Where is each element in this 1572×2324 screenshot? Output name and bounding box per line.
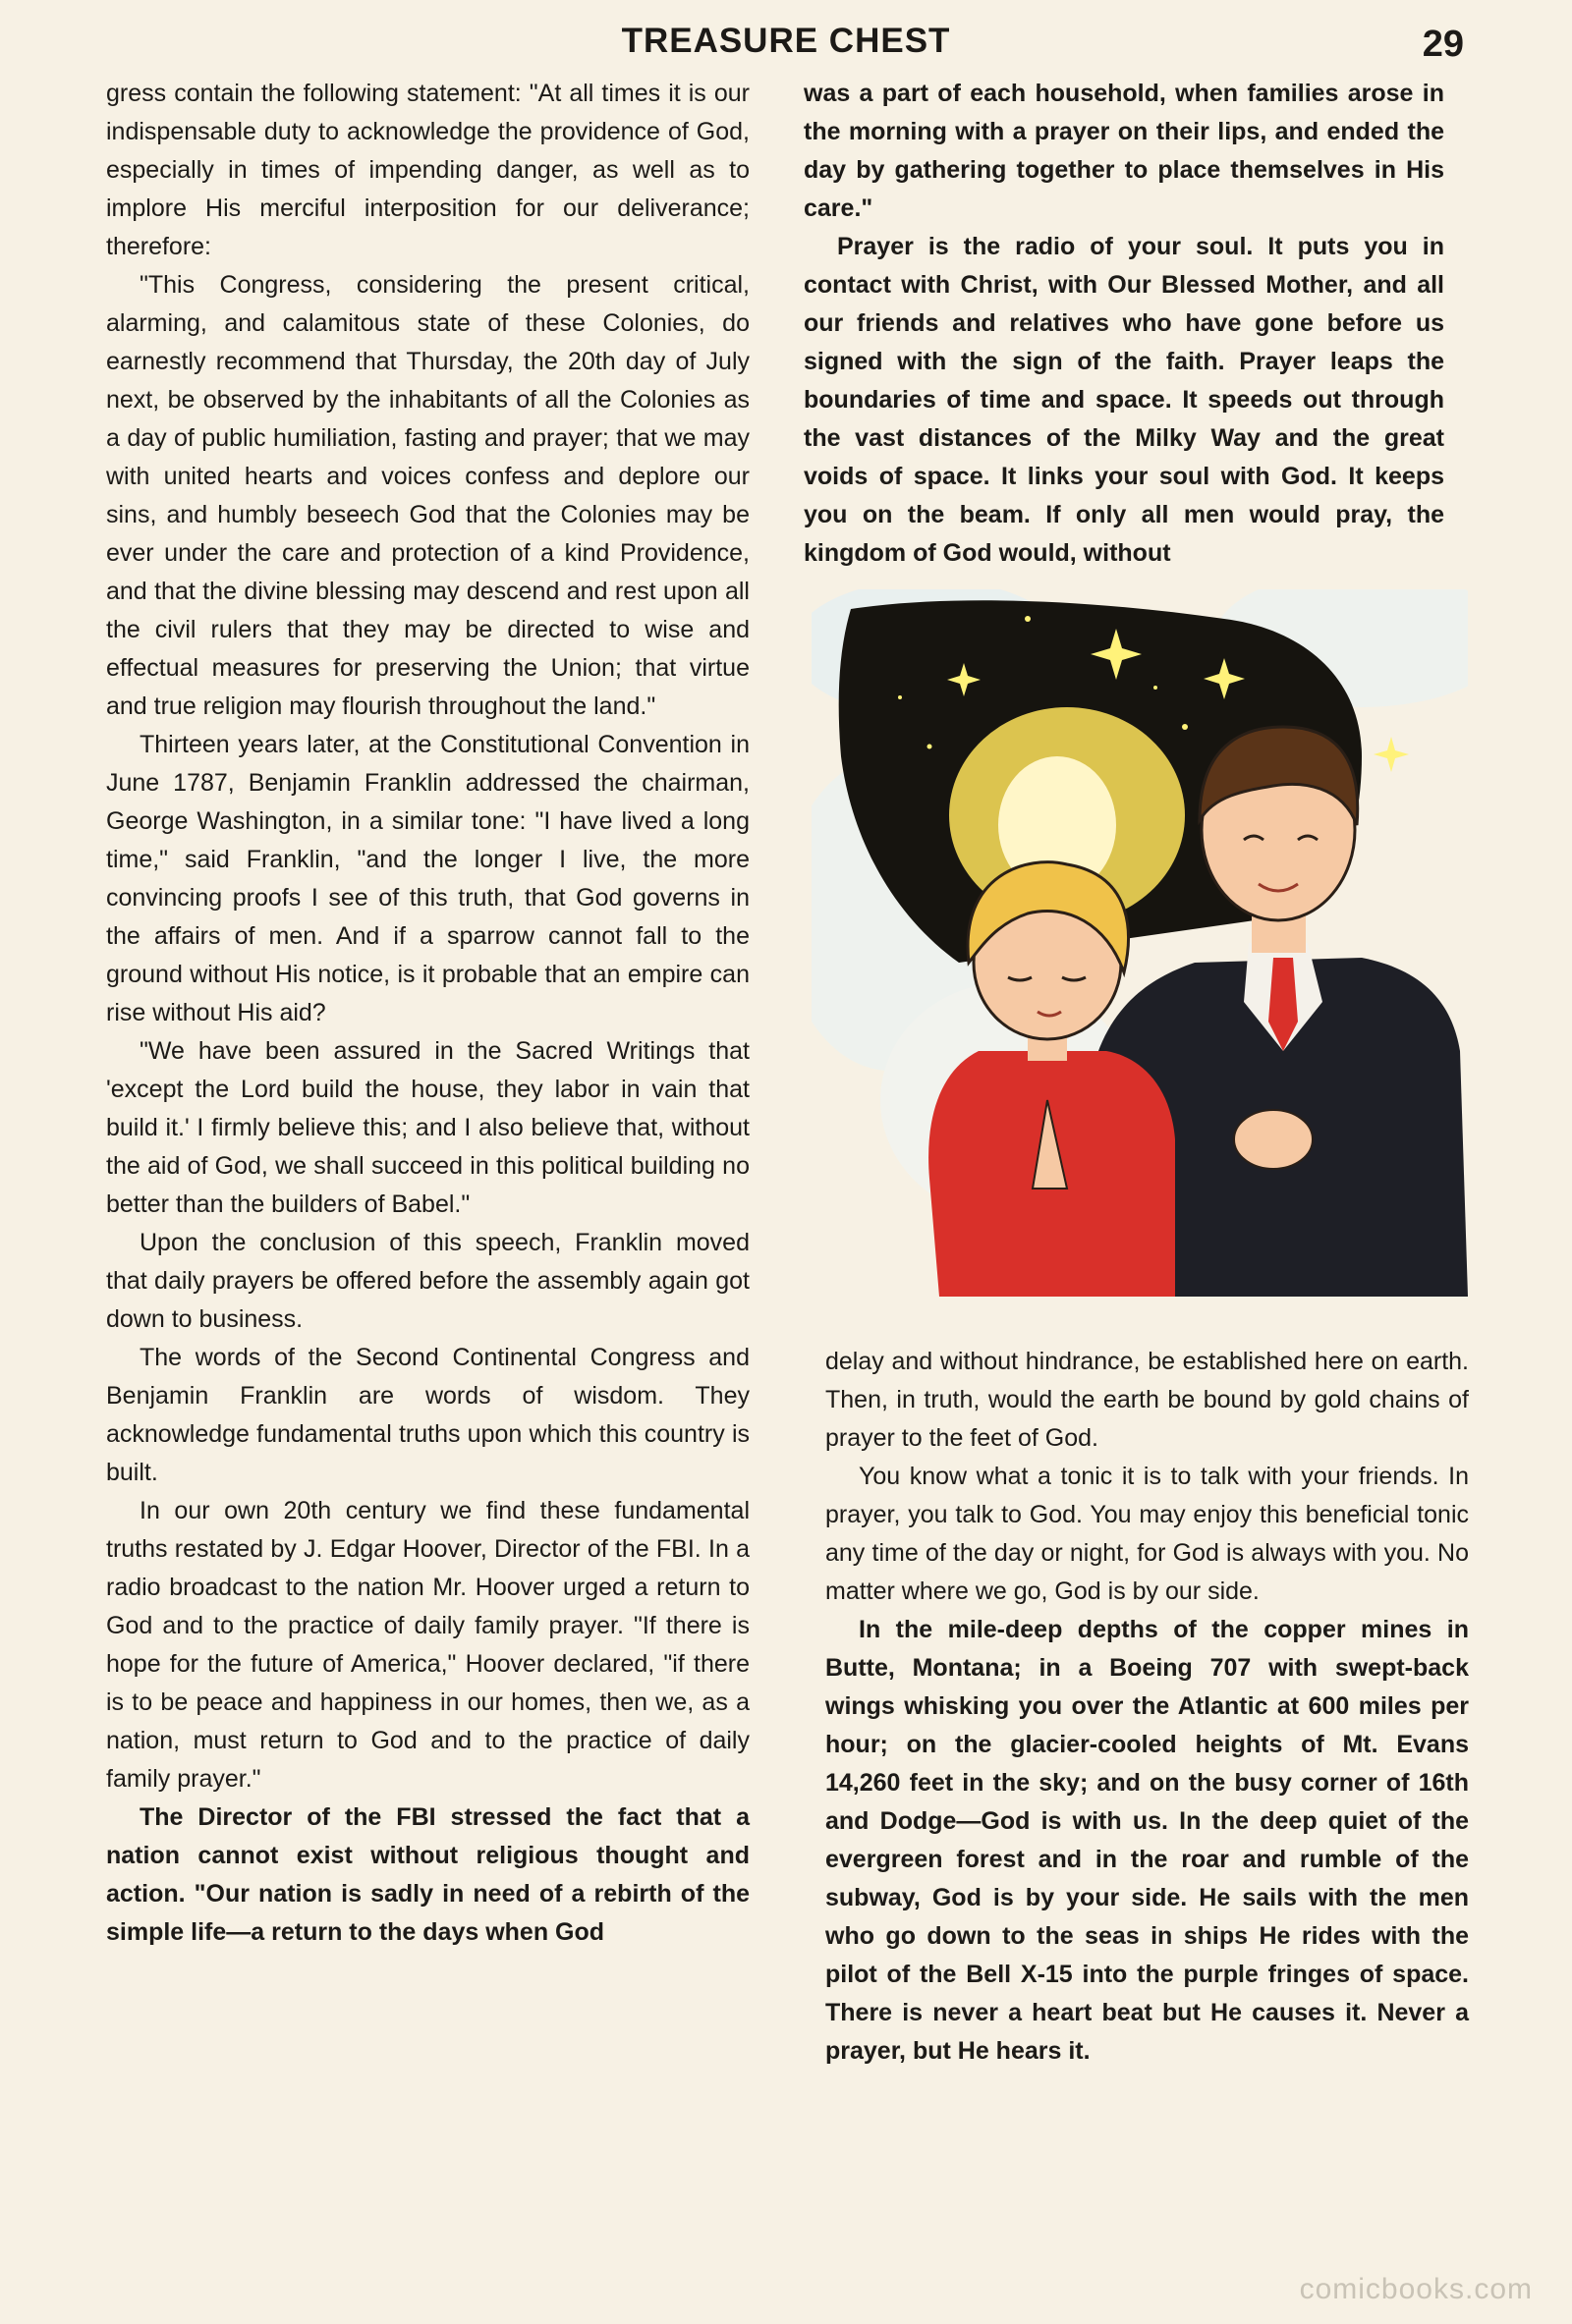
paragraph: Thirteen years later, at the Constitutional Convention in June 1787, Benjamin Franklin addressed the chairman, George Washington, in a similar tone: "I have lived a long time," said Franklin, "and the longer I live, the more convincing proofs I see of this truth, that God governs in the affairs of men. And if a sparrow cannot fall to the ground without His notice, is it probable that an empire can rise without His aid? — [106, 731, 750, 1026]
paragraph: "This Congress, considering the present critical, alarming, and calamitous state of these Colonies, do earnestly recommend that Thursday, the 20th day of July next, be observed by the inhabitants of all the Colonies as a day of public humiliation, fasting and prayer; that we may with united hearts and voices confess and deplore our sins, and humbly beseech God that the Colonies may be ever under the care and protection of a kind Providence, and that the divine blessing may descend and rest upon all the civil rulers that they may be directed to wise and effectual measures for preserving the Union; that virtue and true religion may flourish throughout the land." — [106, 271, 750, 720]
right-column-bottom — [825, 1343, 1469, 2071]
paragraph: The Director of the FBI stressed the fact that a nation cannot exist without religious thought and action. "Our nation is sadly in need of a rebirth of the simple life—a return to the days when God — [106, 1803, 750, 1946]
left-column — [106, 75, 750, 1952]
page-header-title: TREASURE CHEST — [621, 22, 951, 60]
paragraph: In our own 20th century we find these fundamental truths restated by J. Edgar Hoover, Director of the FBI. In a radio broadcast to the nation Mr. Hoover urged a return to God and to the practice of daily family prayer. "If there is hope for the future of America," Hoover declared, "if there is to be peace and happiness in our homes, then we, as a nation, must return to God and to the practice of daily family prayer." — [106, 1497, 750, 1793]
paragraph: Upon the conclusion of this speech, Franklin moved that daily prayers be offered before the assembly again got down to business. — [106, 1229, 750, 1333]
paragraph: You know what a tonic it is to talk with your friends. In prayer, you talk to God. You may enjoy this beneficial tonic any time of the day or night, for God is always with you. No matter where we go, God is by our side. — [825, 1463, 1469, 1605]
paragraph: gress contain the following statement: "At all times it is our indispensable duty to acknowledge the providence of God, especially in times of impending danger, as well as to implore His merciful interposition for our deliverance; therefore: — [106, 80, 750, 260]
paragraph: The words of the Second Continental Congress and Benjamin Franklin are words of wisdom. They acknowledge fundamental truths upon which this country is built. — [106, 1344, 750, 1486]
paragraph: "We have been assured in the Sacred Writings that 'except the Lord build the house, they labor in vain that build it.' I firmly believe this; and I also believe that, without the aid of God, we shall succeed in this political building no better than the builders of Babel." — [106, 1037, 750, 1218]
right-column-top — [804, 75, 1444, 573]
paragraph: Prayer is the radio of your soul. It puts you in contact with Christ, with Our Blessed Mother, and all our friends and relatives who have gone before us signed with the sign of the faith. Prayer leaps the boundaries of time and space. It speeds out through the vast distances of the Milky Way and the great voids of space. It links your soul with God. It keeps you on the beam. If only all men would pray, the kingdom of God would, without — [804, 233, 1444, 567]
page-number: 29 — [1422, 24, 1464, 65]
prayer-illustration — [812, 589, 1468, 1297]
paragraph: was a part of each household, when families arose in the morning with a prayer on their lips, and ended the day by gathering together to place themselves in His care." — [804, 80, 1444, 222]
paragraph: delay and without hindrance, be established here on earth. Then, in truth, would the earth be bound by gold chains of prayer to the feet of God. — [825, 1348, 1469, 1452]
paragraph: In the mile-deep depths of the copper mines in Butte, Montana; in a Boeing 707 with swept-back wings whisking you over the Atlantic at 600 miles per hour; on the glacier-cooled heights of Mt. Evans 14,260 feet in the sky; and on the busy corner of 16th and Dodge—God is with us. In the deep quiet of the evergreen forest and in the roar and rumble of the subway, God is by your side. He sails with the men who go down to the seas in ships He rides with the pilot of the Bell X-15 into the purple fringes of space. There is never a heart beat but He causes it. Never a prayer, but He hears it. — [825, 1616, 1469, 2065]
watermark: comicbooks.com — [1299, 2273, 1533, 2305]
